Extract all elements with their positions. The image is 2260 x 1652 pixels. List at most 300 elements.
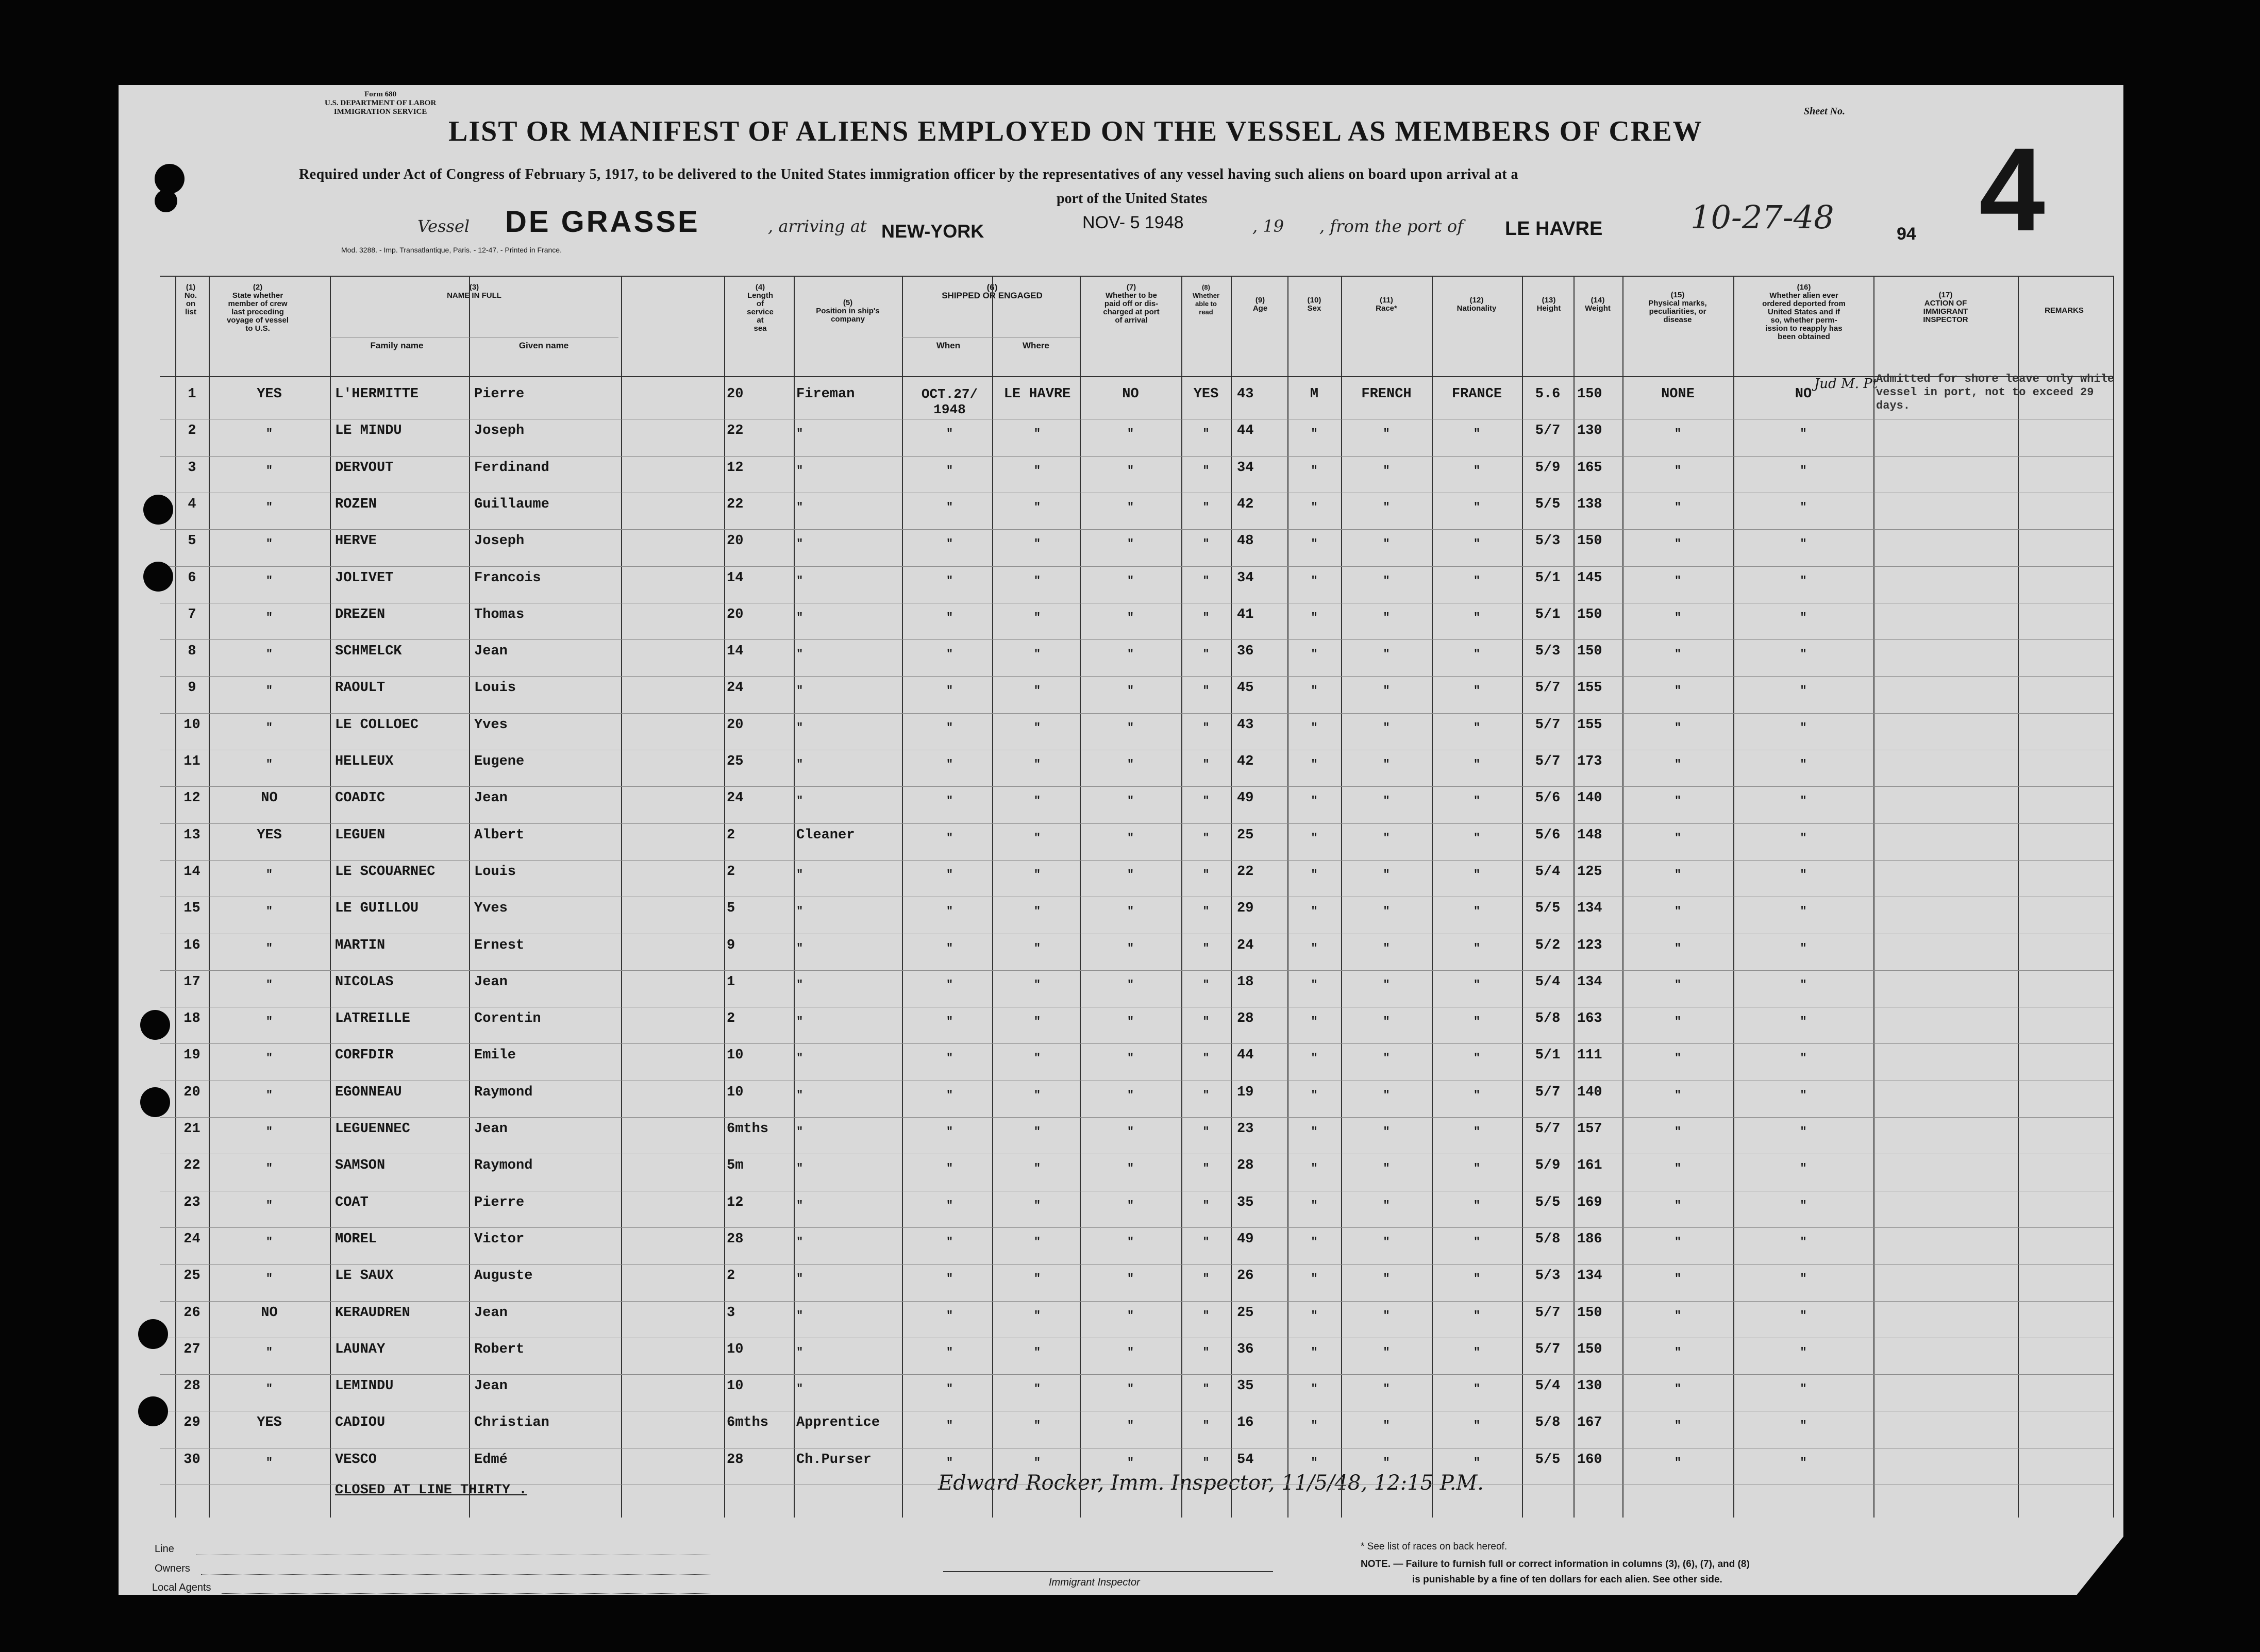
row-29-race: " xyxy=(1383,1419,1390,1432)
row-16-no: 16 xyxy=(183,937,200,953)
row-20-read: " xyxy=(1202,1088,1210,1102)
from-port: LE HAVRE xyxy=(1505,218,1603,240)
row-2-when: " xyxy=(946,427,953,441)
row-16-paid: " xyxy=(1127,941,1134,955)
col-nationality: (12) Nationality xyxy=(1457,296,1497,313)
row-19-when: " xyxy=(946,1052,953,1065)
row-5-weight: 150 xyxy=(1577,533,1602,549)
row-16-race: " xyxy=(1383,941,1390,955)
row-29-given: Christian xyxy=(474,1415,549,1431)
row-16-deported: " xyxy=(1800,941,1807,955)
row-9-given: Louis xyxy=(474,680,516,696)
row-14-no: 14 xyxy=(183,864,200,880)
row-16-nat: " xyxy=(1473,941,1481,955)
row-15-paid: " xyxy=(1127,905,1134,918)
punch-hole xyxy=(140,1087,170,1117)
row-18-position: " xyxy=(796,1015,803,1029)
row-9-sex: " xyxy=(1311,684,1318,698)
row-4-no: 4 xyxy=(188,496,196,512)
row-18-family: LATREILLE xyxy=(335,1011,410,1027)
row-7-age: 41 xyxy=(1237,606,1254,622)
row-17-height: 5/4 xyxy=(1535,974,1561,990)
row-12-marks: " xyxy=(1674,795,1682,808)
row-19-marks: " xyxy=(1674,1052,1682,1065)
row-18-marks: " xyxy=(1674,1015,1682,1029)
punch-hole xyxy=(155,190,177,212)
row-19-height: 5/1 xyxy=(1535,1048,1561,1064)
arriving-label: , arriving at xyxy=(768,216,867,236)
row-rule xyxy=(160,1301,2113,1302)
row-24-where: " xyxy=(1033,1235,1041,1249)
row-5-height: 5/3 xyxy=(1535,533,1561,549)
col-where: Where xyxy=(1023,341,1049,350)
row-24-sex: " xyxy=(1311,1235,1318,1249)
row-15-deported: " xyxy=(1800,905,1807,918)
row-21-marks: " xyxy=(1674,1125,1682,1138)
row-9-when: " xyxy=(946,684,953,698)
row-10-service: 20 xyxy=(727,717,744,733)
row-18-when: " xyxy=(946,1015,953,1029)
row-11-sex: " xyxy=(1311,758,1318,771)
row-8-family: SCHMELCK xyxy=(335,644,402,660)
row-7-prev: " xyxy=(265,611,273,624)
row-22-given: Raymond xyxy=(474,1158,533,1174)
row-30-race: " xyxy=(1383,1456,1390,1469)
row-15-prev: " xyxy=(265,905,273,918)
row-15-where: " xyxy=(1033,905,1041,918)
row-13-prev: YES xyxy=(257,827,282,843)
row-2-prev: " xyxy=(265,427,273,441)
row-21-paid: " xyxy=(1127,1125,1134,1138)
row-17-prev: " xyxy=(265,978,273,991)
row-10-position: " xyxy=(796,721,803,734)
row-19-deported: " xyxy=(1800,1052,1807,1065)
requirement-line-2: port of the United States xyxy=(1057,191,1208,207)
row-30-marks: " xyxy=(1674,1456,1682,1469)
row-28-marks: " xyxy=(1674,1383,1682,1396)
row-24-given: Victor xyxy=(474,1231,525,1247)
row-20-where: " xyxy=(1033,1088,1041,1102)
row-16-prev: " xyxy=(265,941,273,955)
row-rule xyxy=(160,1264,2113,1265)
row-26-height: 5/7 xyxy=(1535,1305,1561,1321)
row-17-where: " xyxy=(1033,978,1041,991)
row-25-family: LE SAUX xyxy=(335,1268,394,1284)
row-30-weight: 160 xyxy=(1577,1452,1602,1468)
row-12-position: " xyxy=(796,795,803,808)
arrival-date: NOV- 5 1948 xyxy=(1082,213,1184,232)
row-20-position: " xyxy=(796,1088,803,1102)
row-14-height: 5/4 xyxy=(1535,864,1561,880)
row-25-position: " xyxy=(796,1272,803,1286)
row-17-given: Jean xyxy=(474,974,508,990)
row-2-deported: " xyxy=(1800,427,1807,441)
row-20-race: " xyxy=(1383,1088,1390,1102)
row-22-when: " xyxy=(946,1162,953,1175)
row-6-weight: 145 xyxy=(1577,570,1602,586)
row-21-service: 6mths xyxy=(727,1121,769,1137)
col-name-in-full: (3) NAME IN FULL xyxy=(447,283,501,300)
row-23-family: COAT xyxy=(335,1194,369,1210)
row-7-family: DREZEN xyxy=(335,606,386,622)
row-5-sex: " xyxy=(1311,537,1318,551)
row-4-family: ROZEN xyxy=(335,496,377,512)
row-24-no: 24 xyxy=(183,1231,200,1247)
row-9-position: " xyxy=(796,684,803,698)
row-rule xyxy=(160,1043,2113,1044)
row-27-read: " xyxy=(1202,1345,1210,1359)
row-9-service: 24 xyxy=(727,680,744,696)
footer-owners-label: Owners xyxy=(155,1563,190,1574)
row-6-read: " xyxy=(1202,574,1210,587)
row-10-given: Yves xyxy=(474,717,508,733)
department: U.S. DEPARTMENT OF LABOR xyxy=(325,99,437,107)
row-1-race: FRENCH xyxy=(1361,386,1412,402)
manifest-sheet xyxy=(119,85,2123,1595)
row-13-weight: 148 xyxy=(1577,827,1602,843)
header-rule xyxy=(160,376,2113,377)
row-8-service: 14 xyxy=(727,644,744,660)
sheet-label: Sheet No. xyxy=(1804,106,1845,117)
row-4-sex: " xyxy=(1311,500,1318,514)
row-29-where: " xyxy=(1033,1419,1041,1432)
row-25-no: 25 xyxy=(183,1268,200,1284)
row-21-no: 21 xyxy=(183,1121,200,1137)
crew-table xyxy=(160,276,2118,1538)
row-21-deported: " xyxy=(1800,1125,1807,1138)
row-6-given: Francois xyxy=(474,570,541,586)
row-8-weight: 150 xyxy=(1577,644,1602,660)
row-rule xyxy=(160,860,2113,861)
row-25-height: 5/3 xyxy=(1535,1268,1561,1284)
row-14-given: Louis xyxy=(474,864,516,880)
row-4-read: " xyxy=(1202,500,1210,514)
footer-line-label: Line xyxy=(155,1543,174,1555)
row-8-race: " xyxy=(1383,648,1390,661)
row-5-where: " xyxy=(1033,537,1041,551)
row-4-when: " xyxy=(946,500,953,514)
row-8-paid: " xyxy=(1127,648,1134,661)
row-28-weight: 130 xyxy=(1577,1378,1602,1394)
row-23-race: " xyxy=(1383,1199,1390,1212)
row-25-given: Auguste xyxy=(474,1268,533,1284)
row-22-family: SAMSON xyxy=(335,1158,386,1174)
row-4-age: 42 xyxy=(1237,496,1254,512)
row-9-marks: " xyxy=(1674,684,1682,698)
row-1-deported: NO xyxy=(1795,386,1812,402)
row-10-age: 43 xyxy=(1237,717,1254,733)
year-label: , 19 xyxy=(1252,216,1284,236)
row-24-position: " xyxy=(796,1235,803,1249)
row-7-weight: 150 xyxy=(1577,606,1602,622)
closed-line-note: CLOSED AT LINE THIRTY . xyxy=(335,1482,527,1498)
row-7-paid: " xyxy=(1127,611,1134,624)
col-weight: (14) Weight xyxy=(1585,296,1611,313)
row-26-position: " xyxy=(796,1309,803,1322)
row-10-deported: " xyxy=(1800,721,1807,734)
col-age: (9) Age xyxy=(1252,296,1268,313)
row-8-sex: " xyxy=(1311,648,1318,661)
row-17-when: " xyxy=(946,978,953,991)
race-note: * See list of races on back hereof. xyxy=(1361,1541,1508,1552)
row-22-read: " xyxy=(1202,1162,1210,1175)
row-16-marks: " xyxy=(1674,941,1682,955)
row-14-weight: 125 xyxy=(1577,864,1602,880)
row-12-nat: " xyxy=(1473,795,1481,808)
row-23-where: " xyxy=(1033,1199,1041,1212)
row-21-when: " xyxy=(946,1125,953,1138)
row-19-read: " xyxy=(1202,1052,1210,1065)
row-28-family: LEMINDU xyxy=(335,1378,394,1394)
row-3-height: 5/9 xyxy=(1535,460,1561,476)
row-3-paid: " xyxy=(1127,464,1134,477)
row-14-paid: " xyxy=(1127,868,1134,881)
row-5-position: " xyxy=(796,537,803,551)
row-25-sex: " xyxy=(1311,1272,1318,1286)
row-21-given: Jean xyxy=(474,1121,508,1137)
row-28-where: " xyxy=(1033,1383,1041,1396)
row-3-where: " xyxy=(1033,464,1041,477)
row-20-age: 19 xyxy=(1237,1084,1254,1100)
row-1-family: L'HERMITTE xyxy=(335,386,419,402)
row-24-height: 5/8 xyxy=(1535,1231,1561,1247)
inspector-label: Immigrant Inspector xyxy=(1049,1577,1140,1588)
row-22-no: 22 xyxy=(183,1158,200,1174)
footer-agents-label: Local Agents xyxy=(152,1582,211,1593)
row-16-sex: " xyxy=(1311,941,1318,955)
row-27-service: 10 xyxy=(727,1341,744,1357)
printer-line: Mod. 3288. - Imp. Transatlantique, Paris. - 12-47. - Printed in France. xyxy=(341,246,562,254)
row-9-no: 9 xyxy=(188,680,196,696)
row-12-prev: NO xyxy=(261,790,278,806)
row-28-position: " xyxy=(796,1383,803,1396)
row-7-sex: " xyxy=(1311,611,1318,624)
row-17-weight: 134 xyxy=(1577,974,1602,990)
col-deported: (16) Whether alien ever ordered deported from United States and if so, whether perm- ission to reapply has been obtained xyxy=(1762,283,1846,341)
footer-agents-rule xyxy=(222,1593,711,1594)
row-rule xyxy=(160,823,2113,824)
row-27-race: " xyxy=(1383,1345,1390,1359)
row-30-when: " xyxy=(946,1456,953,1469)
row-30-deported: " xyxy=(1800,1456,1807,1469)
row-26-when: " xyxy=(946,1309,953,1322)
row-4-nat: " xyxy=(1473,500,1481,514)
row-22-height: 5/9 xyxy=(1535,1158,1561,1174)
row-17-age: 18 xyxy=(1237,974,1254,990)
row-5-paid: " xyxy=(1127,537,1134,551)
row-17-service: 1 xyxy=(727,974,735,990)
row-18-given: Corentin xyxy=(474,1011,541,1027)
col-remarks: REMARKS xyxy=(2045,306,2084,315)
col-inspector-action: (17) ACTION OF IMMIGRANT INSPECTOR xyxy=(1923,291,1968,324)
row-21-age: 23 xyxy=(1237,1121,1254,1137)
punch-hole xyxy=(143,562,173,592)
row-11-prev: " xyxy=(265,758,273,771)
row-29-read: " xyxy=(1202,1419,1210,1432)
row-4-given: Guillaume xyxy=(474,496,549,512)
service: IMMIGRATION SERVICE xyxy=(333,108,427,116)
row-12-read: " xyxy=(1202,795,1210,808)
row-16-service: 9 xyxy=(727,937,735,953)
inspector-initials: Jud M. Pt xyxy=(1814,376,1878,392)
punch-hole xyxy=(138,1396,168,1426)
row-rule xyxy=(160,566,2113,567)
row-8-prev: " xyxy=(265,648,273,661)
row-22-nat: " xyxy=(1473,1162,1481,1175)
row-30-paid: " xyxy=(1127,1456,1134,1469)
row-26-deported: " xyxy=(1800,1309,1807,1322)
row-23-sex: " xyxy=(1311,1199,1318,1212)
punch-hole xyxy=(143,495,173,525)
row-19-sex: " xyxy=(1311,1052,1318,1065)
row-30-no: 30 xyxy=(183,1452,200,1468)
row-12-where: " xyxy=(1033,795,1041,808)
row-23-position: " xyxy=(796,1199,803,1212)
row-2-where: " xyxy=(1033,427,1041,441)
row-28-paid: " xyxy=(1127,1383,1134,1396)
row-3-nat: " xyxy=(1473,464,1481,477)
row-11-weight: 173 xyxy=(1577,754,1602,769)
col-height: (13) Height xyxy=(1536,296,1561,313)
row-26-age: 25 xyxy=(1237,1305,1254,1321)
row-1-no: 1 xyxy=(188,386,196,402)
row-5-family: HERVE xyxy=(335,533,377,549)
row-18-height: 5/8 xyxy=(1535,1011,1561,1027)
row-23-when: " xyxy=(946,1199,953,1212)
row-25-race: " xyxy=(1383,1272,1390,1286)
row-11-deported: " xyxy=(1800,758,1807,771)
row-16-read: " xyxy=(1202,941,1210,955)
row-7-marks: " xyxy=(1674,611,1682,624)
row-23-weight: 169 xyxy=(1577,1194,1602,1210)
row-12-family: COADIC xyxy=(335,790,386,806)
row-4-service: 22 xyxy=(727,496,744,512)
row-27-when: " xyxy=(946,1345,953,1359)
handwritten-date: 10-27-48 xyxy=(1690,198,1834,236)
row-20-family: EGONNEAU xyxy=(335,1084,402,1100)
inspector-rule xyxy=(943,1571,1273,1572)
row-1-age: 43 xyxy=(1237,386,1254,402)
row-22-deported: " xyxy=(1800,1162,1807,1175)
row-19-nat: " xyxy=(1473,1052,1481,1065)
row-5-marks: " xyxy=(1674,537,1682,551)
row-24-race: " xyxy=(1383,1235,1390,1249)
row-21-nat: " xyxy=(1473,1125,1481,1138)
col-when: When xyxy=(936,341,961,350)
row-21-prev: " xyxy=(265,1125,273,1138)
row-15-marks: " xyxy=(1674,905,1682,918)
row-5-service: 20 xyxy=(727,533,744,549)
row-24-nat: " xyxy=(1473,1235,1481,1249)
row-9-race: " xyxy=(1383,684,1390,698)
row-26-marks: " xyxy=(1674,1309,1682,1322)
row-29-height: 5/8 xyxy=(1535,1415,1561,1431)
row-rule xyxy=(160,456,2113,457)
row-5-read: " xyxy=(1202,537,1210,551)
row-11-given: Eugene xyxy=(474,754,525,769)
row-28-sex: " xyxy=(1311,1383,1318,1396)
row-13-sex: " xyxy=(1311,831,1318,845)
punch-hole xyxy=(138,1319,168,1349)
row-18-no: 18 xyxy=(183,1011,200,1027)
row-22-weight: 161 xyxy=(1577,1158,1602,1174)
row-13-race: " xyxy=(1383,831,1390,845)
row-3-deported: " xyxy=(1800,464,1807,477)
row-18-where: " xyxy=(1033,1015,1041,1029)
row-10-when: " xyxy=(946,721,953,734)
row-9-prev: " xyxy=(265,684,273,698)
row-21-weight: 157 xyxy=(1577,1121,1602,1137)
row-23-deported: " xyxy=(1800,1199,1807,1212)
row-26-no: 26 xyxy=(183,1305,200,1321)
row-29-deported: " xyxy=(1800,1419,1807,1432)
header-rule xyxy=(160,276,2113,277)
row-23-no: 23 xyxy=(183,1194,200,1210)
row-14-prev: " xyxy=(265,868,273,881)
row-3-marks: " xyxy=(1674,464,1682,477)
row-8-nat: " xyxy=(1473,648,1481,661)
row-9-paid: " xyxy=(1127,684,1134,698)
row-11-height: 5/7 xyxy=(1535,754,1561,769)
row-7-service: 20 xyxy=(727,606,744,622)
row-24-service: 28 xyxy=(727,1231,744,1247)
row-25-paid: " xyxy=(1127,1272,1134,1286)
vessel-name: DE GRASSE xyxy=(505,205,700,239)
row-27-deported: " xyxy=(1800,1345,1807,1359)
row-2-nat: " xyxy=(1473,427,1481,441)
row-14-service: 2 xyxy=(727,864,735,880)
row-15-nat: " xyxy=(1473,905,1481,918)
row-29-marks: " xyxy=(1674,1419,1682,1432)
row-15-weight: 134 xyxy=(1577,901,1602,917)
row-1-nat: FRANCE xyxy=(1451,386,1502,402)
row-25-where: " xyxy=(1033,1272,1041,1286)
row-27-age: 36 xyxy=(1237,1341,1254,1357)
row-13-no: 13 xyxy=(183,827,200,843)
row-6-sex: " xyxy=(1311,574,1318,587)
row-6-nat: " xyxy=(1473,574,1481,587)
row-27-nat: " xyxy=(1473,1345,1481,1359)
row-24-paid: " xyxy=(1127,1235,1134,1249)
row-13-service: 2 xyxy=(727,827,735,843)
row-8-age: 36 xyxy=(1237,644,1254,660)
row-8-deported: " xyxy=(1800,648,1807,661)
row-18-paid: " xyxy=(1127,1015,1134,1029)
row-3-position: " xyxy=(796,464,803,477)
row-5-given: Joseph xyxy=(474,533,525,549)
row-rule xyxy=(160,713,2113,714)
row-19-given: Emile xyxy=(474,1048,516,1064)
row-16-height: 5/2 xyxy=(1535,937,1561,953)
row-30-family: VESCO xyxy=(335,1452,377,1468)
torn-corner xyxy=(2068,1529,2130,1606)
row-30-prev: " xyxy=(265,1456,273,1469)
row-25-nat: " xyxy=(1473,1272,1481,1286)
row-14-sex: " xyxy=(1311,868,1318,881)
row-2-no: 2 xyxy=(188,423,196,439)
row-24-family: MOREL xyxy=(335,1231,377,1247)
row-12-given: Jean xyxy=(474,790,508,806)
row-23-height: 5/5 xyxy=(1535,1194,1561,1210)
row-2-service: 22 xyxy=(727,423,744,439)
col-shipped-engaged: (6) SHIPPED OR ENGAGED xyxy=(942,282,1043,300)
col-sex: (10) Sex xyxy=(1307,296,1321,313)
row-18-weight: 163 xyxy=(1577,1011,1602,1027)
row-26-weight: 150 xyxy=(1577,1305,1602,1321)
punch-hole xyxy=(155,164,185,194)
row-30-service: 28 xyxy=(727,1452,744,1468)
row-18-service: 2 xyxy=(727,1011,735,1027)
